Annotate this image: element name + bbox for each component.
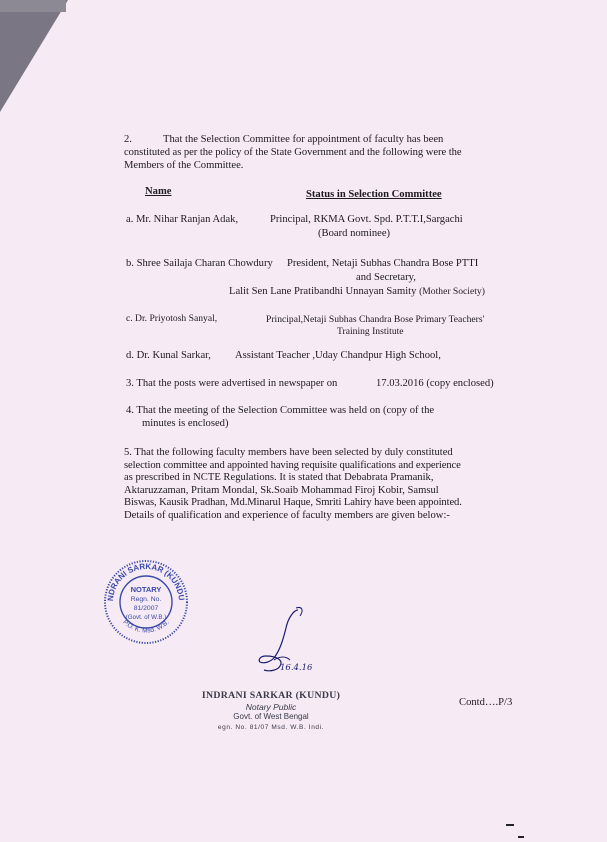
notary-name-block [196, 691, 346, 733]
item2-line1: That the Selection Committee for appointment of faculty has been [163, 134, 444, 145]
stamp-regn: Regn. No. [130, 596, 162, 603]
continued-label: Contd….P/3 [459, 697, 513, 708]
item5-line: selection committee and appointed having requisite qualifications and experience [124, 459, 461, 471]
item5-line: as prescribed in NCTE Regulations. It is stated that Debabrata Pramanik, [124, 472, 434, 484]
member-b-society-suffix: (Mother Society) [419, 286, 485, 297]
member-c-name: c. Dr. Priyotosh Sanyal, [126, 313, 218, 324]
scan-mark [518, 836, 524, 838]
scan-dark-edge [0, 0, 66, 12]
item3-date: 17.03.2016 (copy enclosed) [376, 378, 494, 389]
item2-line2: constituted as per the policy of the State Government and the following were the [124, 147, 462, 158]
header-status: Status in Selection Committee [306, 189, 442, 200]
stamp-bottom-text: P.O. K. Msd. W.B. [121, 618, 171, 635]
signature-date: 16.4.16 [280, 663, 313, 673]
signature [250, 604, 340, 678]
member-d-name: d. Dr. Kunal Sarkar, [126, 350, 211, 361]
notary-title: Notary Public [245, 701, 297, 712]
notary-name: INDRANI SARKAR (KUNDU) [201, 690, 341, 701]
member-b-status-line3 [229, 286, 485, 299]
stamp-title: NOTARY [130, 585, 162, 594]
item5-line: 5. That the following faculty members have been selected by duly constituted [124, 447, 453, 458]
item4-line2: minutes is enclosed) [142, 418, 229, 429]
member-d-status-line1: Assistant Teacher ,Uday Chandpur High School, [235, 350, 441, 361]
item5-line: Biswas, Kausik Pradhan, Md.Minarul Haque, Smriti Lahiry have been appointed. [124, 497, 462, 509]
member-b-status-line1: President, Netaji Subhas Chandra Bose PTTI [287, 258, 479, 269]
stamp-regn-no: 81/2007 [133, 605, 159, 612]
item4-line1: 4. That the meeting of the Selection Committee was held on (copy of the [126, 405, 435, 416]
header-name: Name [145, 186, 172, 197]
member-c-status-line2: Training Institute [337, 326, 404, 337]
member-b-society-name: Lalit Sen Lane Pratibandhi Unnayan Samity [229, 286, 417, 297]
item2-number: 2. [124, 134, 132, 145]
item2-line3: Members of the Committee. [124, 160, 244, 171]
stamp-ring-text: NDRANI SARKAR (KUNDU [105, 561, 187, 602]
member-c-status-line1: Principal,Netaji Subhas Chandra Bose Primary Teachers' [266, 314, 485, 325]
notary-govt: Govt. of West Bengal [233, 712, 309, 721]
member-a-status-line2: (Board nominee) [318, 228, 391, 239]
svg-text:INDRANI SARKAR (KUNDU) [101, 556, 186, 601]
scan-dark-corner [0, 0, 68, 112]
item3-text: 3. That the posts were advertised in newspaper on [126, 378, 338, 389]
member-a-status-line1: Principal, RKMA Govt. Spd. P.T.T.I,Sargachi [270, 214, 463, 225]
stamp-govt: (Govt. of W.B.) [125, 614, 167, 621]
item5-line: Aktaruzzaman, Pritam Mondal, Sk.Soaib Mohammad Firoj Kobir, Samsul [124, 484, 439, 496]
member-a-name: a. Mr. Nihar Ranjan Adak, [126, 214, 239, 225]
item5-line: Details of qualification and experience of faculty members are given below:- [124, 509, 450, 521]
notary-regn: egn. No. 81/07 Msd. W.B. Indi. [217, 723, 325, 731]
notary-stamp [101, 556, 191, 644]
member-b-status-line2: and Secretary, [356, 272, 416, 283]
scan-mark [506, 824, 514, 826]
item5-paragraph [124, 447, 523, 523]
member-b-name: b. Shree Sailaja Charan Chowdury [126, 258, 273, 269]
